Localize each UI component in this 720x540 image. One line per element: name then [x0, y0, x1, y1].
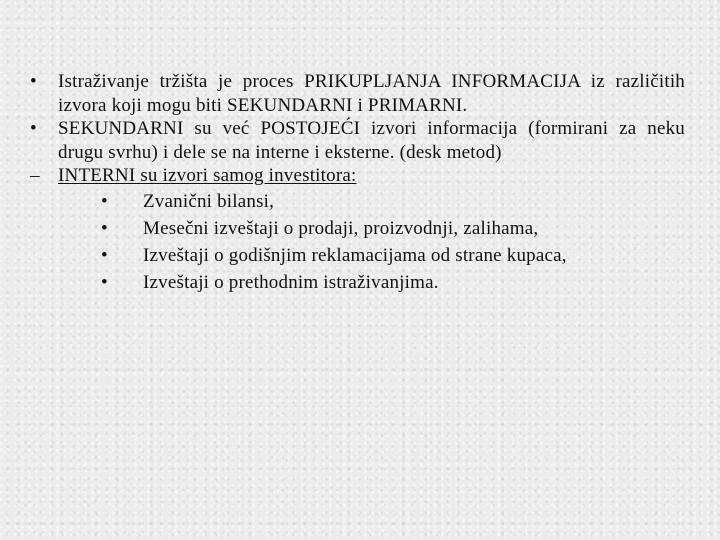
- bullet-marker: •: [30, 118, 37, 139]
- bullet-marker: •: [30, 71, 37, 92]
- sub-bullet-text: INTERNI su izvori samog investitora:: [58, 165, 357, 186]
- dash-marker: –: [30, 165, 40, 186]
- list-item: [30, 188, 685, 215]
- list-item: [30, 269, 685, 296]
- list-item: [30, 215, 685, 242]
- list-item-text: Zvanični bilansi,: [143, 190, 275, 212]
- list-item-text: Izveštaji o godišnjim reklamacijama od strane kupaca,: [143, 244, 567, 266]
- sub-bullet-item: [30, 164, 685, 188]
- list-item-text: Izveštaji o prethodnim istraživanjima.: [143, 271, 439, 293]
- bullet-marker: •: [101, 271, 108, 293]
- list-item-text: Mesečni izveštaji o prodaji, proizvodnji, zalihama,: [143, 217, 539, 239]
- bullet-text: Istraživanje tržišta je proces PRIKUPLJANJA INFORMACIJA iz različitih izvora koji mogu biti SEKUNDARNI i PRIMARNI.: [58, 71, 685, 116]
- nested-list: [30, 188, 685, 296]
- bullet-marker: •: [101, 190, 108, 212]
- bullet-marker: •: [101, 244, 108, 266]
- bullet-item: [30, 117, 685, 164]
- bullet-marker: •: [101, 217, 108, 239]
- slide-content: [30, 70, 685, 296]
- bullet-text: SEKUNDARNI su već POSTOJEĆI izvori informacija (formirani za neku drugu svrhu) i dele se na interne i eksterne. (desk metod): [58, 118, 685, 163]
- bullet-item: [30, 70, 685, 117]
- list-item: [30, 242, 685, 269]
